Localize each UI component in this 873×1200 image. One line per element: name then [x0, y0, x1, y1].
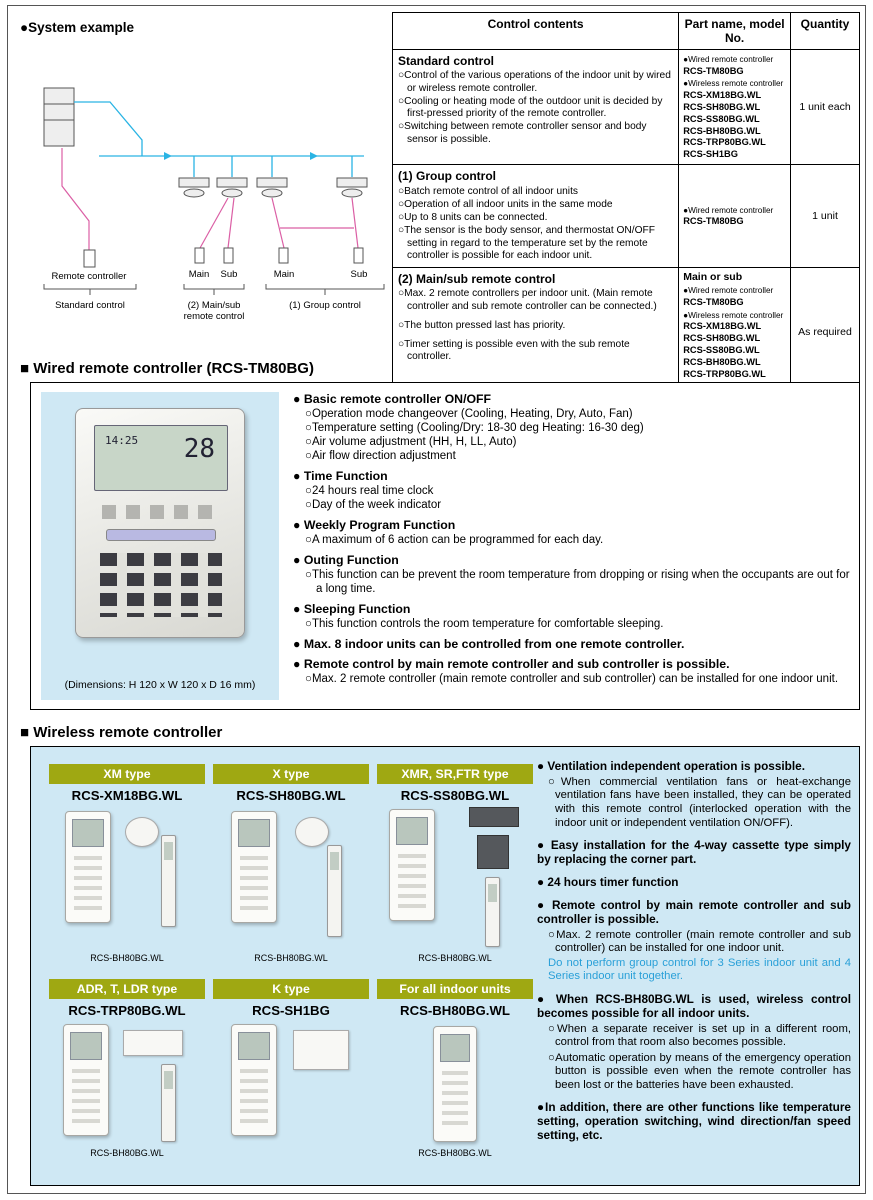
group-control-label: (1) Group control: [289, 300, 361, 311]
quantity-cell: 1 unit each: [791, 50, 860, 165]
part-model: RCS-SH1BG: [683, 149, 738, 160]
table-header-row: [393, 13, 860, 50]
header-part-name: Part name, model No.: [679, 13, 791, 50]
cell-caption: RCS-BH80BG.WL: [90, 1148, 164, 1158]
slim-remote-image: [327, 845, 342, 937]
cell-caption: [213, 1148, 369, 1158]
note-title: ●In addition, there are other functions like temperature setting, operation switching, wind direction/fan speed setting, etc.: [537, 1100, 851, 1143]
type-band: K type: [213, 979, 369, 999]
wired-feature-list: [293, 392, 853, 686]
wired-remote-photo: [75, 408, 245, 638]
control-point: ○Timer setting is possible even with the sub remote controller.: [398, 339, 630, 363]
feature-title: ● Outing Function: [293, 553, 399, 568]
part-model: RCS-TRP80BG.WL: [683, 368, 766, 379]
table-row-standard-control: [393, 50, 860, 165]
remote-images: [49, 805, 205, 951]
feature-title: ● Time Function: [293, 469, 388, 484]
model-name: RCS-SH80BG.WL: [236, 788, 346, 803]
remote-images: [49, 1020, 205, 1146]
wireless-cell-x: [213, 764, 369, 963]
note-title: ● Ventilation independent operation is possible.: [537, 759, 805, 773]
control-point: ○The button pressed last has priority.: [398, 319, 566, 331]
remote-images: [377, 1020, 533, 1146]
wired-section-heading: ■ Wired remote controller (RCS-TM80BG): [20, 360, 314, 377]
note-bh80bg: [537, 993, 851, 1093]
part-heading: Main or sub: [683, 271, 743, 284]
feature-title: ● Sleeping Function: [293, 602, 411, 617]
note-title: ● Remote control by main remote controller and sub controller is possible.: [537, 897, 851, 926]
note-item: ○When a separate receiver is set up in a different room, control from that room also becomes possible.: [548, 1022, 851, 1049]
receiver-unit-image: [477, 835, 509, 869]
note-warning: Do not perform group control for 3 Series indoor unit and 4 Series indoor unit together.: [548, 956, 851, 983]
feature-item: ○This function can be prevent the room temperature from dropping or rising when the occupants are out for a long time.: [305, 569, 850, 596]
note-title: ● Easy installation for the 4-way cassette type simply by replacing the corner part.: [537, 838, 851, 866]
remote-wide-button: [106, 529, 216, 541]
quantity-cell: As required: [791, 268, 860, 397]
main-label-1: Main: [188, 269, 210, 280]
standard-control-label: Standard control: [55, 300, 125, 311]
wired-photo-panel: [41, 392, 279, 700]
handheld-remote-image: [389, 809, 435, 921]
mainsub-label-line2: remote control: [183, 311, 245, 322]
table-row-group-control: [393, 165, 860, 268]
feature-item: ○Operation mode changeover (Cooling, Heating, Dry, Auto, Fan): [305, 408, 633, 420]
part-model: RCS-SS80BG.WL: [683, 345, 760, 356]
wireless-cell-xmr-sr-ftr: [377, 764, 533, 963]
slim-remote-image: [161, 1064, 176, 1142]
main-label-2: Main: [273, 269, 295, 280]
feature-item: ○Air volume adjustment (HH, H, LL, Auto): [305, 436, 517, 449]
feature-item: ○This function controls the room temperature for comfortable sleeping.: [305, 618, 664, 631]
header-quantity: Quantity: [791, 13, 860, 50]
feature-item: ○Air flow direction adjustment: [305, 450, 456, 463]
wireless-notes-column: [537, 760, 851, 1152]
handheld-remote-image: [65, 811, 111, 923]
note-easy-installation: [537, 839, 851, 867]
row-title: (2) Main/sub remote control: [398, 272, 556, 287]
model-name: RCS-XM18BG.WL: [71, 788, 183, 803]
type-band: ADR, T, LDR type: [49, 979, 205, 999]
model-name: RCS-SH1BG: [252, 1003, 330, 1018]
control-contents-table: [392, 12, 860, 397]
part-model: RCS-TRP80BG.WL: [683, 137, 766, 148]
table-row-mainsub-control: [393, 268, 860, 397]
note-item: ○When commercial ventilation fans or heat-exchange ventilation fans have been installed, they can be operated with this remote control (interlocked operation with the indoor unit or independent ventilation ON/OFF).: [548, 775, 851, 829]
pink-wiring: [62, 148, 358, 250]
feature-item: ○24 hours real time clock: [305, 485, 434, 498]
control-point: ○Control of the various operations of the indoor unit by wired or wireless remote controller.: [398, 70, 671, 94]
feature-title: ● Basic remote controller ON/OFF: [293, 392, 492, 406]
wiring-arrow: [164, 152, 172, 160]
remote-controller-label: Remote controller: [51, 271, 127, 282]
part-label: ●Wireless remote controller: [683, 79, 784, 89]
type-band: X type: [213, 764, 369, 784]
cyan-wiring: [74, 102, 364, 177]
part-label: ●Wired remote controller: [683, 205, 774, 215]
type-band: For all indoor units: [377, 979, 533, 999]
remote-unit-icons: [84, 248, 363, 267]
cell-caption: RCS-BH80BG.WL: [254, 953, 328, 963]
receiver-panel-image: [123, 1030, 183, 1056]
lcd-temperature: 28: [183, 434, 215, 464]
sub-label-2: Sub: [350, 269, 368, 280]
type-band: XM type: [49, 764, 205, 784]
wireless-section-box: [30, 746, 860, 1186]
receiver-unit-image: [469, 807, 519, 827]
part-model: RCS-BH80BG.WL: [683, 125, 761, 136]
feature-item: ○Max. 2 remote controller (main remote controller and sub controller) can be installed for one indoor unit.: [305, 673, 839, 686]
control-point: ○Up to 8 units can be connected.: [398, 212, 548, 224]
part-model: RCS-TM80BG: [683, 65, 744, 76]
model-name: RCS-TRP80BG.WL: [68, 1003, 186, 1018]
part-label: ●Wired remote controller: [683, 286, 774, 296]
feature-title: ● Max. 8 indoor units can be controlled from one remote controller.: [293, 637, 685, 652]
dimensions-caption: (Dimensions: H 120 x W 120 x D 16 mm): [64, 679, 256, 691]
control-point: ○Switching between remote controller sensor and body sensor is possible.: [398, 121, 647, 145]
type-band: XMR, SR,FTR type: [377, 764, 533, 784]
remote-images: [377, 805, 533, 951]
note-timer: [537, 876, 851, 890]
part-model: RCS-BH80BG.WL: [683, 357, 761, 368]
system-example-label: ●System example: [20, 20, 134, 35]
control-point: ○The sensor is the body sensor, and thermostat ON/OFF setting in regard to the temperature set by the remote controller is possible for each indoor unit.: [398, 225, 655, 261]
note-item: ○Max. 2 remote controller (main remote controller and sub controller) can be installed for one indoor unit.: [548, 928, 851, 955]
remote-images: [213, 805, 369, 951]
remote-small-buttons: [102, 505, 220, 519]
part-model: RCS-SH80BG.WL: [683, 101, 761, 112]
cell-caption: RCS-BH80BG.WL: [418, 1148, 492, 1158]
handheld-remote-image: [63, 1024, 109, 1136]
control-point: ○Cooling or heating mode of the outdoor unit is decided by first-pressed priority of the remote controller.: [398, 95, 663, 120]
wired-section-box: [30, 382, 860, 710]
row-title: (1) Group control: [398, 169, 496, 184]
receiver-box-image: [293, 1030, 349, 1070]
note-item: ○Automatic operation by means of the emergency operation button is possible even when the remote controller has been lost or the batteries have been exhausted.: [548, 1051, 851, 1091]
handheld-remote-image: [231, 1024, 277, 1136]
wireless-section-heading: ■ Wireless remote controller: [20, 724, 223, 741]
note-title: ● 24 hours timer function: [537, 874, 679, 889]
wireless-cell-adr-t-ldr: [49, 979, 205, 1158]
feature-item: ○A maximum of 6 action can be programmed for each day.: [305, 534, 604, 547]
row-title: Standard control: [398, 54, 495, 68]
control-contents-cell: [393, 50, 679, 165]
remote-images: [213, 1020, 369, 1146]
sensor-disc-image: [125, 817, 159, 847]
part-model: RCS-XM18BG.WL: [683, 321, 762, 332]
handheld-remote-image: [433, 1026, 477, 1142]
part-label: ●Wireless remote controller: [683, 310, 784, 320]
cell-caption: RCS-BH80BG.WL: [90, 953, 164, 963]
feature-item: ○Temperature setting (Cooling/Dry: 18-30 deg Heating: 16-30 deg): [305, 422, 644, 435]
sub-label-1: Sub: [220, 269, 238, 280]
note-title: ● When RCS-BH80BG.WL is used, wireless control becomes possible for all indoor units.: [537, 991, 851, 1020]
part-model: RCS-SH80BG.WL: [683, 333, 761, 344]
part-model: RCS-XM18BG.WL: [683, 89, 762, 100]
note-other-functions: [537, 1101, 851, 1143]
part-label: ●Wired remote controller: [683, 55, 774, 64]
control-point: ○Max. 2 remote controllers per indoor unit. (Main remote controller and sub remote controller can be connected.): [398, 288, 657, 312]
wireless-cell-xm: [49, 764, 205, 963]
wireless-cell-k: [213, 979, 369, 1158]
system-example-diagram: [14, 36, 392, 336]
part-name-cell: [679, 50, 791, 165]
quantity-cell: 1 unit: [791, 165, 860, 268]
mainsub-label-line1: (2) Main/sub: [187, 300, 241, 311]
ceiling-units: [179, 178, 367, 197]
remote-button-grid: [100, 553, 222, 617]
feature-title: ● Remote control by main remote controller and sub controller is possible.: [293, 657, 730, 672]
part-name-cell: [679, 268, 791, 397]
slim-remote-image: [485, 877, 500, 947]
wall-unit-icon: [44, 88, 74, 146]
part-name-cell: [679, 165, 791, 268]
model-name: RCS-BH80BG.WL: [400, 1003, 510, 1018]
feature-title: ● Weekly Program Function: [293, 518, 456, 533]
note-main-sub: [537, 899, 851, 984]
control-point: ○Operation of all indoor units in the same mode: [398, 198, 613, 210]
handheld-remote-image: [231, 811, 277, 923]
model-name: RCS-SS80BG.WL: [400, 788, 510, 803]
lcd-time: 14:25: [105, 434, 139, 447]
slim-remote-image: [161, 835, 176, 927]
part-model: RCS-SS80BG.WL: [683, 113, 760, 124]
part-model: RCS-TM80BG: [683, 216, 744, 227]
group-brackets: [44, 284, 384, 295]
note-ventilation: [537, 760, 851, 830]
header-control-contents: Control contents: [393, 13, 679, 50]
wireless-cell-all-indoor: [377, 979, 533, 1158]
part-model: RCS-TM80BG: [683, 296, 744, 307]
remote-lcd: [94, 425, 228, 491]
sensor-disc-image: [295, 817, 329, 847]
cell-caption: RCS-BH80BG.WL: [418, 953, 492, 963]
feature-item: ○Day of the week indicator: [305, 499, 442, 512]
control-contents-cell: [393, 165, 679, 268]
control-contents-cell: [393, 268, 679, 397]
wiring-arrow: [310, 152, 318, 160]
control-point: ○Batch remote control of all indoor units: [398, 185, 578, 197]
